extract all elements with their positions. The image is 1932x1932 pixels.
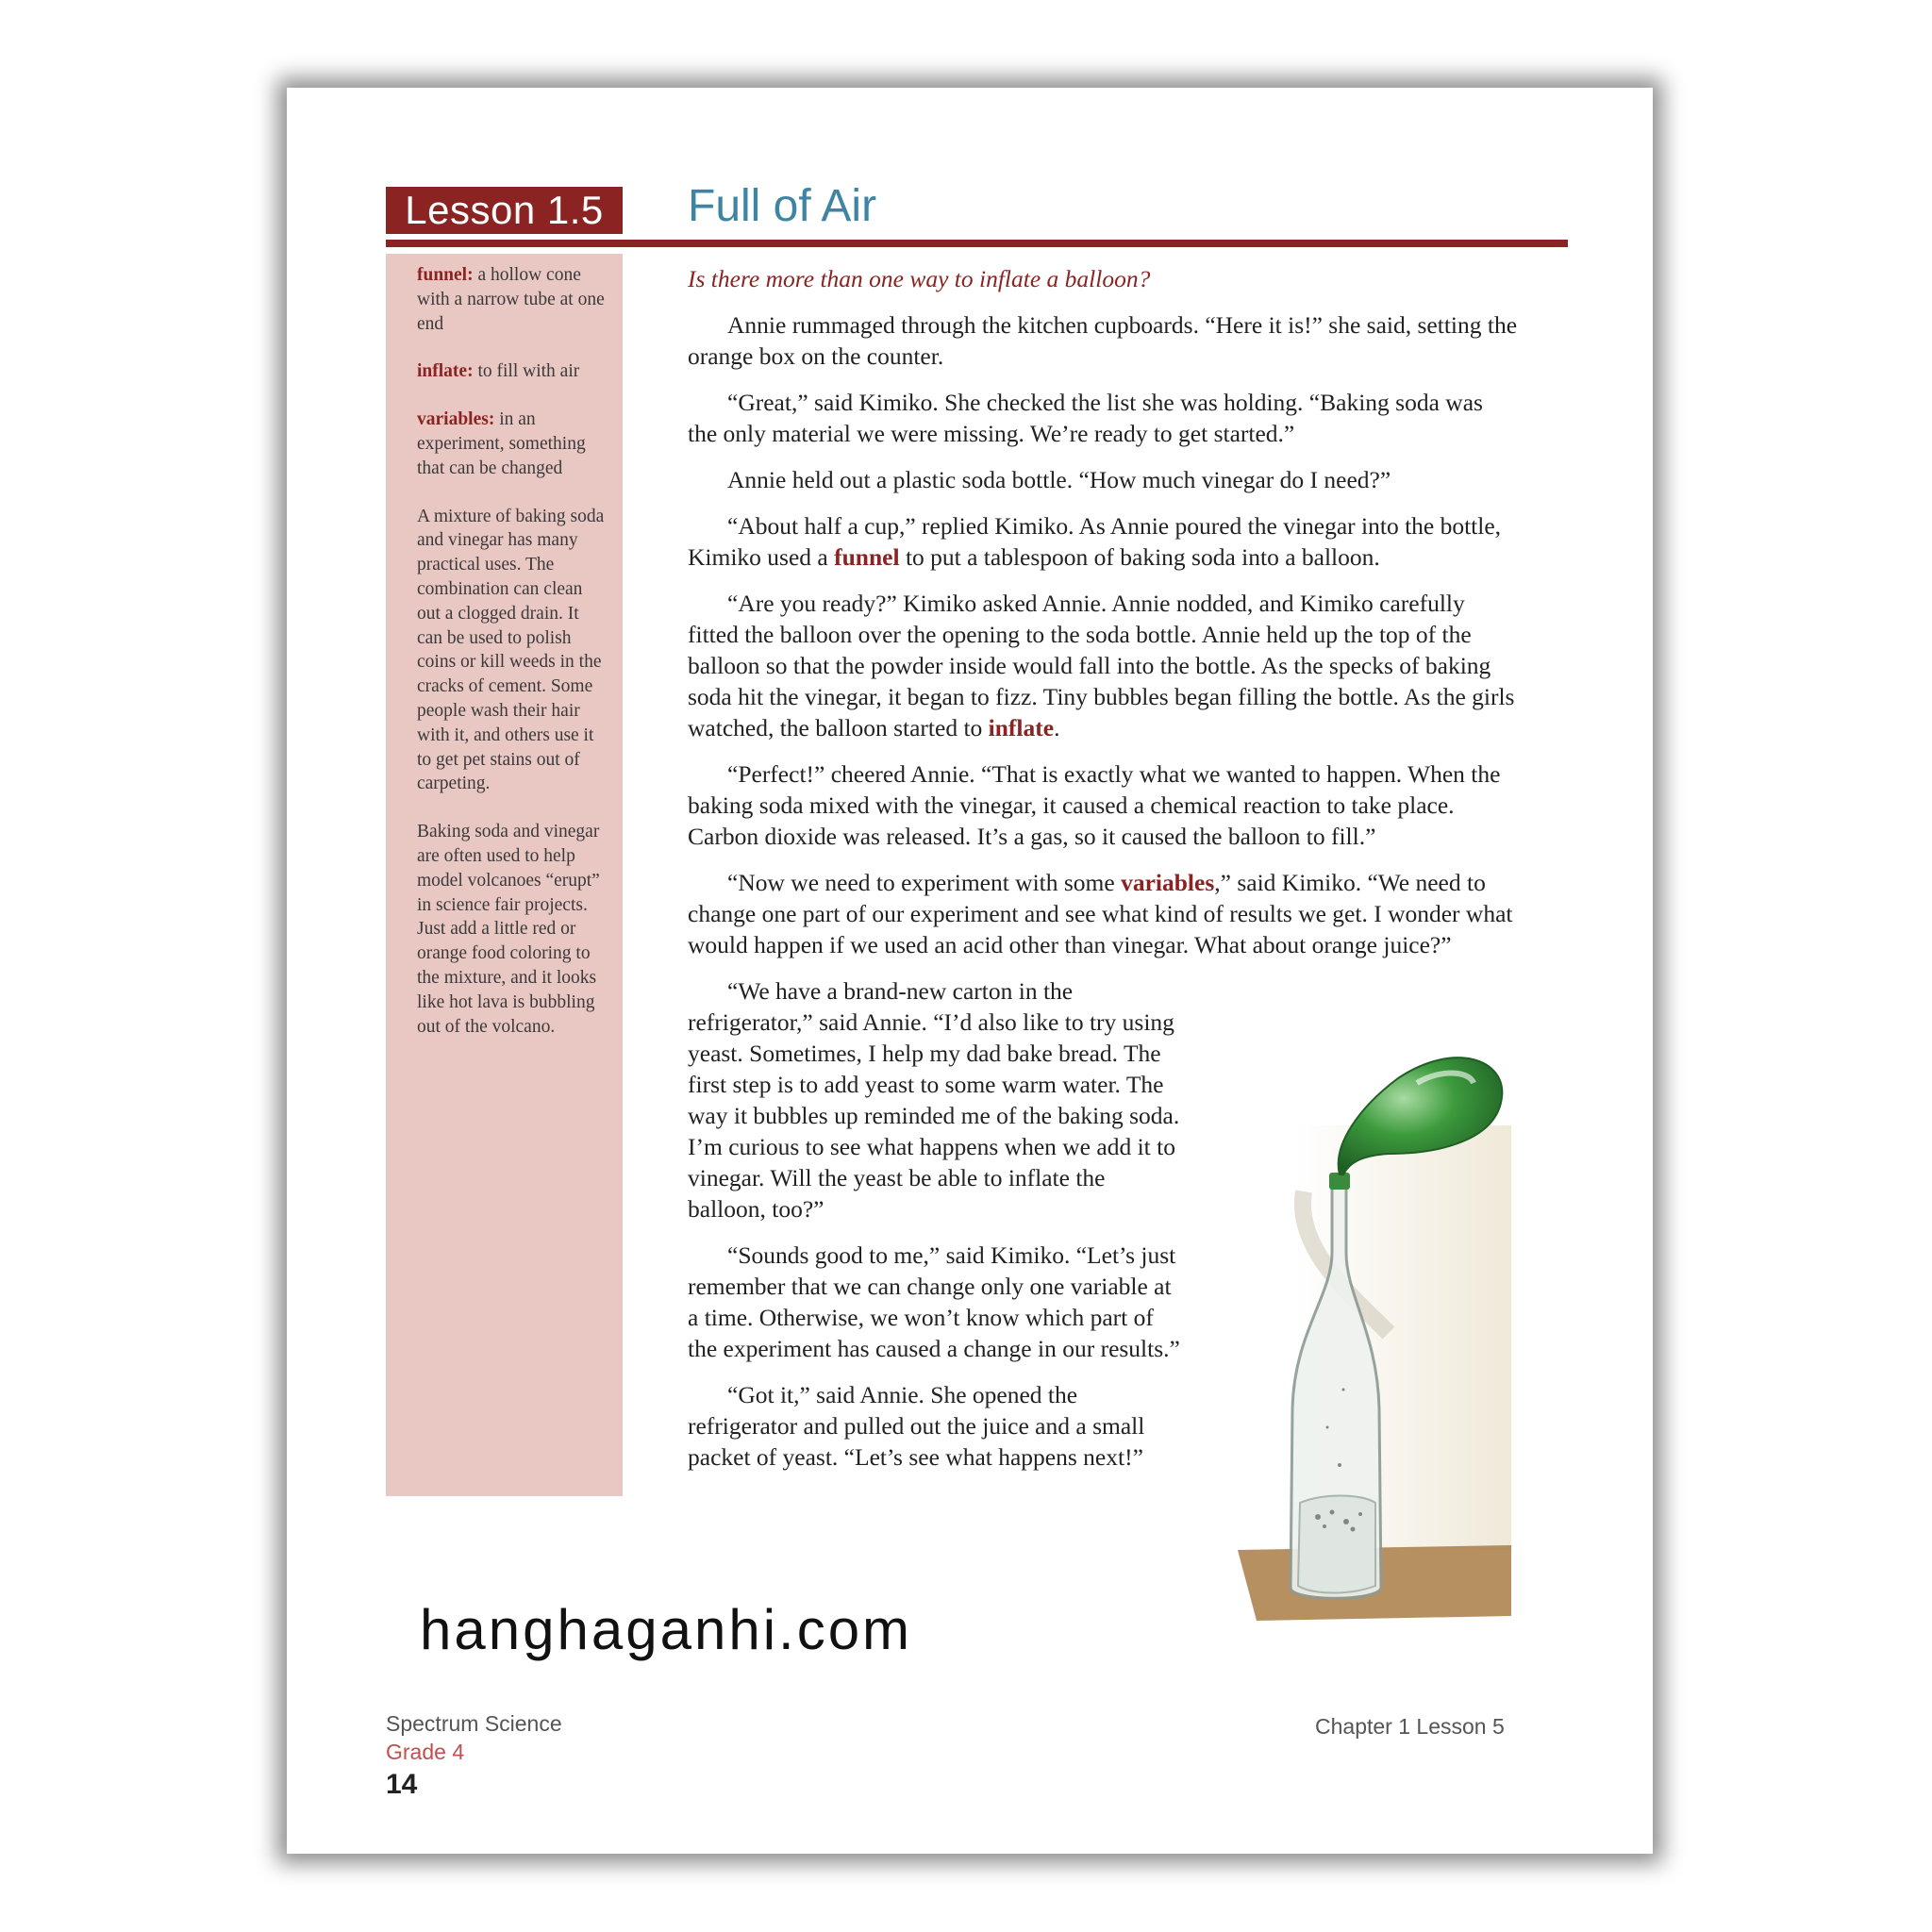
story-paragraph: “Perfect!” cheered Annie. “That is exactly what we wanted to happen. When the baking soda mixed with the vinegar, it caused a chemical reaction to take place. Carbon dioxide was released. It’s a gas, so it caused the balloon to fill.” (688, 760, 1501, 850)
header-rule (386, 240, 1568, 247)
glossary-entry (417, 359, 606, 384)
story-paragraph: “Sounds good to me,” said Kimiko. “Let’s just remember that we can change only one variable at a time. Otherwise, we won’t know which part of the experiment has caused a change in our results.” (688, 1241, 1180, 1362)
bottle-balloon-illustration (1238, 1050, 1511, 1654)
story-paragraph (688, 867, 1518, 960)
lesson-tag: Lesson 1.5 (386, 187, 623, 234)
glossary-definition: in an experiment, something that can be changed (417, 409, 586, 478)
watermark: hanghaganhi.com (420, 1598, 913, 1661)
glossary-term: inflate: (417, 361, 474, 382)
footer-book-info (386, 1709, 562, 1804)
workbook-page (287, 88, 1653, 1854)
glossary-entry (417, 408, 606, 480)
story-text-run: . (1054, 714, 1060, 741)
story-paragraph (688, 510, 1518, 573)
lesson-title: Full of Air (688, 181, 877, 231)
grade-label: Grade 4 (386, 1740, 465, 1764)
glossary-term: funnel: (417, 265, 474, 285)
bottle-liquid (1298, 1496, 1375, 1593)
story-paragraph (688, 588, 1518, 743)
lesson-question: Is there more than one way to inflate a balloon? (688, 265, 1151, 292)
story-text-run: “Are you ready?” Kimiko asked Annie. Annie nodded, and Kimiko carefully fitted the balloon over the opening to the soda bottle. Annie held up the top of the balloon so that the powder inside would fall into the bottle. As the specks of baking soda hit the vinegar, it began to fizz. Tiny bubbles began filling the bottle. As the girls watched, the balloon started to (688, 590, 1515, 741)
story-paragraph: Annie rummaged through the kitchen cupboards. “Here it is!” she said, setting the orange box on the counter. (688, 311, 1518, 370)
vocab-term: variables (1121, 869, 1215, 896)
story-text-run: to put a tablespoon of baking soda into a balloon. (899, 543, 1380, 571)
chapter-label: Chapter 1 Lesson 5 (1315, 1714, 1505, 1739)
glossary-entry (417, 263, 606, 336)
glossary-definition: to fill with air (473, 361, 580, 382)
glossary-term: variables: (417, 409, 495, 430)
page-number: 14 (386, 1769, 418, 1800)
story-text-run: “About half a cup,” replied Kimiko. As Annie poured the vinegar into the bottle, Kimiko used a (688, 512, 1502, 571)
glossary (417, 263, 606, 1062)
book-title: Spectrum Science (386, 1711, 562, 1736)
story-text-run: ,” said Kimiko. “We need to change one part of our experiment and see what kind of results we get. I wonder what would happen if we used an acid other than vinegar. What about orange juice?” (688, 869, 1513, 958)
sidebar-note: A mixture of baking soda and vinegar has many practical uses. The combination can clean out a clogged drain. It can be used to polish coins or kill weeds in the cracks of cement. Some people wash their hair with it, and others use it to get pet stains out of carpeting. (417, 506, 605, 794)
story-paragraph: “We have a brand-new carton in the refrigerator,” said Annie. “I’d also like to try using yeast. Sometimes, I help my dad bake bread. The first step is to add yeast to some warm water. The way it bubbles up reminded me of the baking soda. I’m curious to see what happens when we add it to vinegar. Will the yeast be able to inflate the balloon, too?” (688, 977, 1180, 1223)
story-paragraph: “Got it,” said Annie. She opened the refrigerator and pulled out the juice and a small packet of yeast. “Let’s see what happens next!” (688, 1381, 1145, 1471)
vocab-term: inflate (988, 714, 1055, 741)
sidebar-note: Baking soda and vinegar are often used to help model volcanoes “erupt” in science fair projects. Just add a little red or orange food coloring to the mixture, and it looks like hot lava is bubbling out of the volcano. (417, 822, 600, 1037)
story-text-run: “Now we need to experiment with some (727, 869, 1122, 896)
vocab-term: funnel (834, 543, 900, 571)
glossary-definition: a hollow cone with a narrow tube at one end (417, 265, 605, 334)
story-paragraph: “Great,” said Kimiko. She checked the list she was holding. “Baking soda was the only material we were missing. We’re ready to get started.” (688, 389, 1483, 447)
story-paragraph: Annie held out a plastic soda bottle. “How much vinegar do I need?” (727, 466, 1391, 493)
